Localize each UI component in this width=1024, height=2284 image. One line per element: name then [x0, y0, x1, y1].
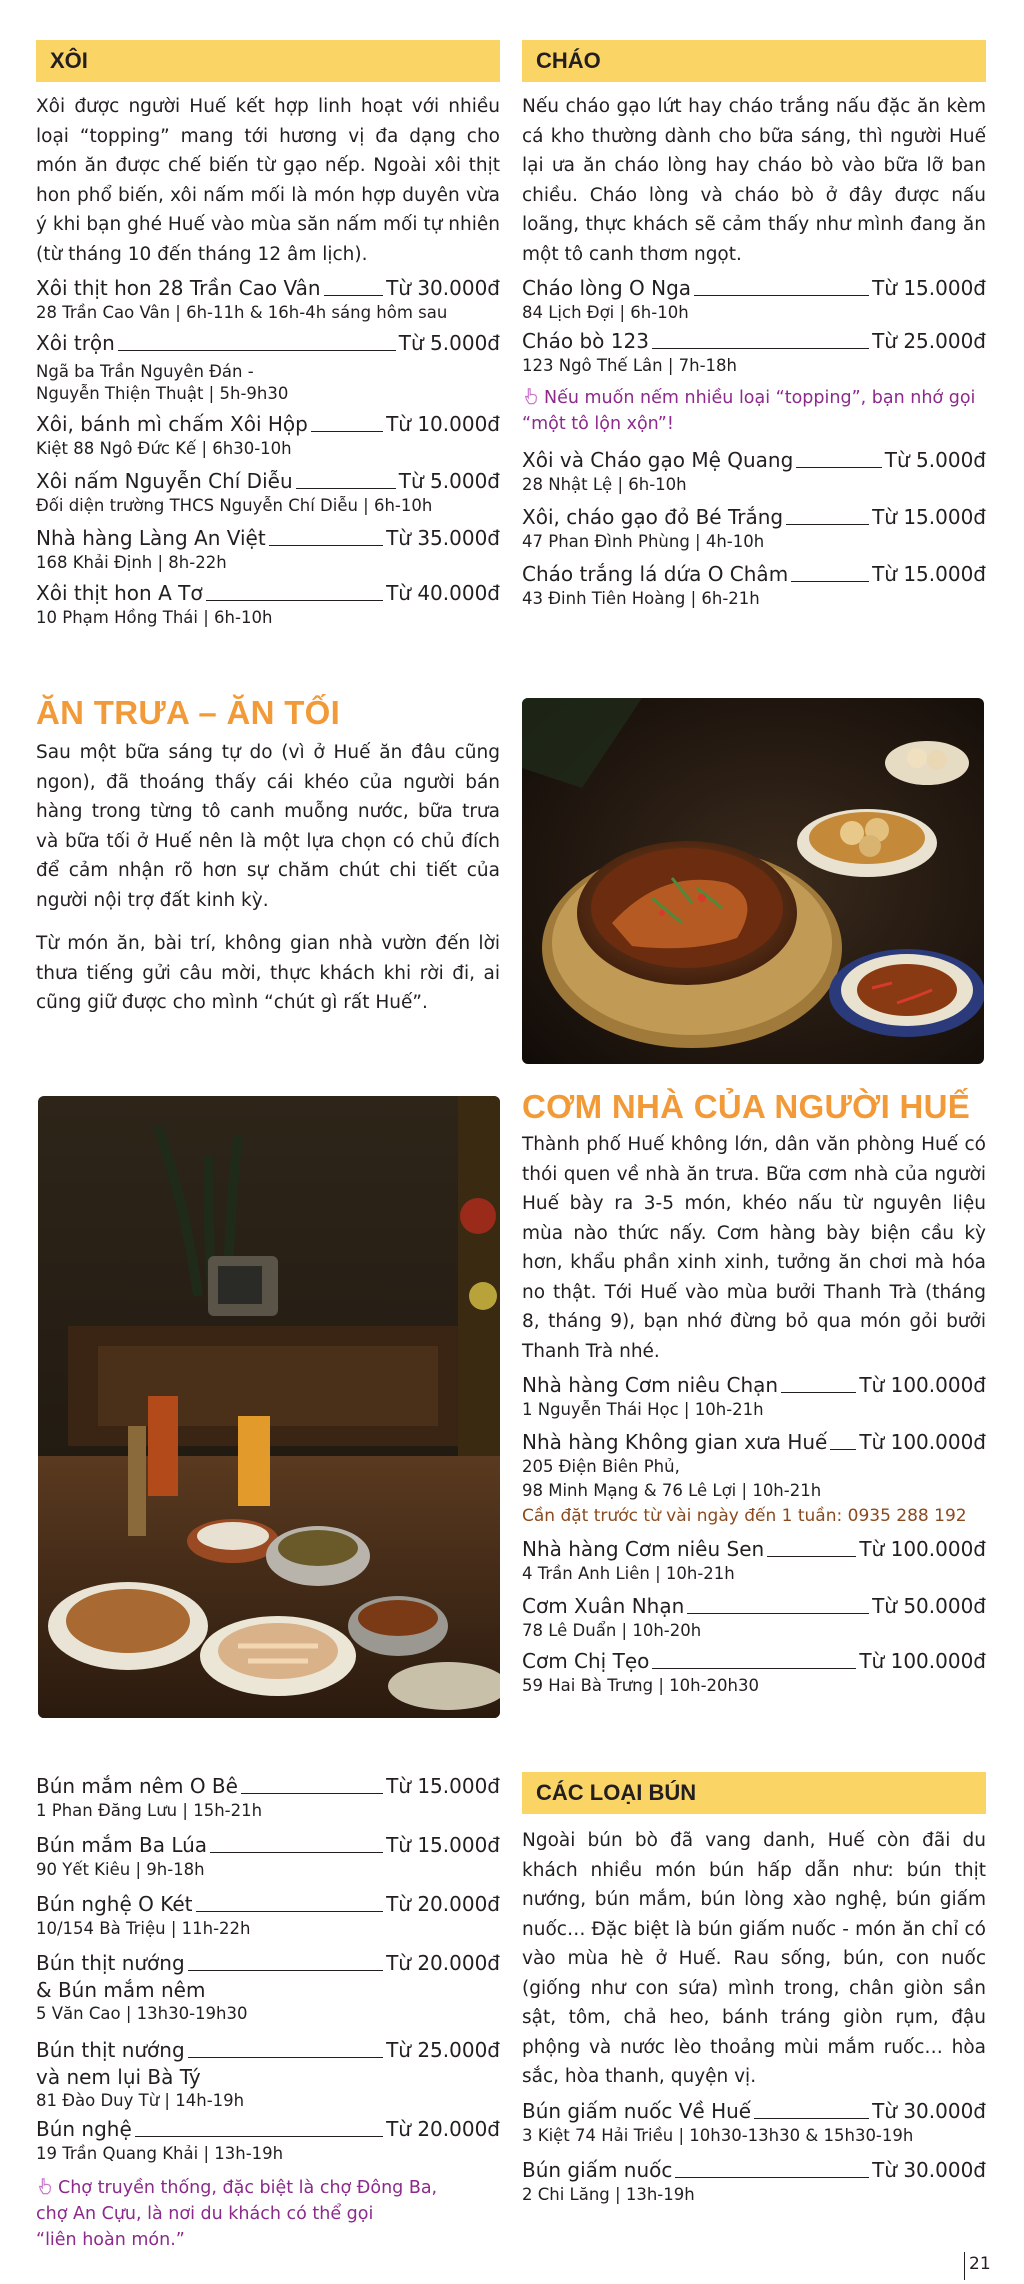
list-item [36, 2116, 500, 2165]
item-price: Từ 25.000đ [386, 2038, 500, 2062]
list-item [36, 1950, 500, 2025]
list-item [36, 1891, 500, 1940]
item-address: Nguyễn Thiện Thuật | 5h-9h30 [36, 384, 289, 403]
item-name: Cơm Chị Tẹo [522, 1649, 650, 1673]
tip-text: chợ An Cựu, là nơi du khách có thể gọi [36, 2204, 374, 2224]
list-item [36, 330, 500, 405]
item-name: Cơm Xuân Nhạn [522, 1594, 685, 1618]
list-item [522, 504, 986, 553]
item-address: 59 Hai Bà Trưng | 10h-20h30 [522, 1676, 759, 1695]
item-name: Nhà hàng Cơm niêu Chạn [522, 1373, 779, 1397]
item-name: Bún giấm nuốc Về Huế [522, 2098, 752, 2123]
item-name: Xôi nấm Nguyễn Chí Diễu [36, 469, 293, 493]
item-address: 90 Yết Kiêu | 9h-18h [36, 1860, 205, 1879]
an-trua-title: ĂN TRƯA – ĂN TỐI [36, 694, 341, 731]
item-address: 1 Nguyễn Thái Học | 10h-21h [522, 1400, 764, 1419]
hand-pointer-icon [36, 2177, 54, 2195]
item-name: Cháo lòng O Nga [522, 276, 692, 300]
item-price: Từ 25.000đ [872, 329, 986, 353]
item-price: Từ 35.000đ [386, 526, 500, 550]
an-trua-paragraph-1: Sau một bữa sáng tự do (vì ở Huế ăn đâu cũng ngon), đã thoáng thấy cái khéo của người bán hàng trong từng tô canh muỗng nước, bữa trưa và bữa tối ở Huế nên là một lựa chọn có chủ đích để cảm nhận rõ hơn sự chăm chút chi tiết của người nội trợ đất kinh kỳ. [36, 742, 500, 911]
market-tip [36, 2175, 500, 2253]
item-address: Đối diện trường THCS Nguyễn Chí Diễu | 6h-10h [36, 496, 433, 515]
dinner-table-image [38, 1096, 500, 1718]
list-item [36, 411, 500, 460]
tip-text: Chợ truyền thống, đặc biệt là chợ Đông Ba, [58, 2178, 438, 2198]
item-price: Từ 15.000đ [386, 1833, 500, 1857]
item-address: 5 Văn Cao | 13h30-19h30 [36, 2004, 248, 2023]
item-address: 47 Phan Đình Phùng | 4h-10h [522, 532, 765, 551]
item-price: Từ 15.000đ [872, 276, 986, 300]
item-name: Bún thịt nướng [36, 1951, 185, 1975]
com-nha-intro: Thành phố Huế không lớn, dân văn phòng Huế có thói quen về nhà ăn trưa. Bữa cơm nhà của người Huế bày ra 3-5 món, khéo nấu từ nguyên liệu mùa nào thức nấy. Cơm hàng bày biện cầu kỳ hơn, khẩu phần xinh xinh, tưởng ăn chơi mà hóa no thật. Tới Huế vào mùa bưởi Thanh Trà (tháng 8, tháng 9), bạn nhớ đừng bỏ qua món gỏi bưởi Thanh Trà nhé. [522, 1134, 986, 1362]
item-address: 98 Minh Mạng & 76 Lê Lợi | 10h-21h [522, 1481, 822, 1500]
item-name: Bún thịt nướng [36, 2038, 185, 2062]
item-price: Từ 40.000đ [386, 581, 500, 605]
item-address: Ngã ba Trần Nguyên Đán - [36, 362, 254, 381]
list-item [522, 1429, 986, 1502]
item-price: Từ 30.000đ [386, 276, 500, 300]
item-name-line-2: & Bún mắm nêm [36, 1978, 206, 2002]
item-address: 123 Ngô Thế Lân | 7h-18h [522, 356, 737, 375]
list-item [522, 1536, 986, 1585]
item-address: 84 Lịch Đợi | 6h-10h [522, 303, 689, 322]
item-price: Từ 20.000đ [386, 2117, 500, 2141]
reservation-note: Cần đặt trước từ vài ngày đến 1 tuần: 0935 288 192 [522, 1506, 967, 1526]
list-item [522, 1372, 986, 1421]
item-address: 168 Khải Định | 8h-22h [36, 553, 227, 572]
page-number: 21 [964, 2252, 991, 2280]
hand-pointer-icon [522, 387, 540, 405]
item-price: Từ 15.000đ [872, 562, 986, 586]
item-price: Từ 5.000đ [398, 469, 500, 493]
list-item [36, 525, 500, 574]
tip-note [522, 385, 986, 437]
list-item [522, 1593, 986, 1642]
item-address: 81 Đào Duy Từ | 14h-19h [36, 2091, 245, 2110]
item-name: Xôi và Cháo gạo Mệ Quang [522, 448, 794, 472]
item-name: Nhà hàng Cơm niêu Sen [522, 1537, 765, 1561]
list-item [36, 580, 500, 629]
item-address: 205 Điện Biên Phủ, [522, 1457, 680, 1476]
an-trua-paragraph-2: Từ món ăn, bài trí, không gian nhà vườn đến lời thưa tiếng gửi câu mời, thực khách khi rời đi, ai cũng giữ được cho mình “chút gì rất Huế”. [36, 933, 500, 1013]
item-name: Bún mắm nêm O Bê [36, 1774, 238, 1798]
list-item [36, 468, 500, 517]
list-item [522, 2098, 986, 2147]
item-price: Từ 30.000đ [872, 2098, 986, 2123]
item-price: Từ 10.000đ [386, 412, 500, 436]
item-price: Từ 5.000đ [398, 331, 500, 355]
item-name: Bún nghệ O Két [36, 1892, 193, 1916]
item-address: 28 Nhật Lệ | 6h-10h [522, 475, 687, 494]
item-address: 78 Lê Duẩn | 10h-20h [522, 1621, 702, 1640]
item-name: Nhà hàng Làng An Việt [36, 526, 266, 550]
item-price: Từ 100.000đ [859, 1649, 986, 1673]
clay-pot-image [522, 698, 984, 1064]
item-address: Kiệt 88 Ngô Đức Kế | 6h30-10h [36, 439, 292, 458]
item-name-line-2: và nem lụi Bà Tý [36, 2065, 201, 2089]
item-address: 10/154 Bà Triệu | 11h-22h [36, 1919, 251, 1938]
item-price: Từ 20.000đ [386, 1951, 500, 1975]
photo-clay-pot-dish [522, 698, 984, 1064]
bun-title: CÁC LOẠI BÚN [522, 1772, 986, 1814]
item-address: 2 Chi Lăng | 13h-19h [522, 2184, 695, 2204]
item-name: Xôi thịt hon A Tơ [36, 581, 203, 605]
tip-text: Nếu muốn nếm nhiều loại “topping”, bạn nhớ gọi “một tô lộn xộn”! [522, 388, 976, 434]
item-price: Từ 15.000đ [872, 505, 986, 529]
item-address: 4 Trần Anh Liên | 10h-21h [522, 1564, 735, 1583]
item-price: Từ 30.000đ [872, 2157, 986, 2182]
xoi-intro: Xôi được người Huế kết hợp linh hoạt với nhiều loại “topping” mang tới hương vị đa dạng cho món ăn được chế biến từ gạo nếp. Ngoài xôi thịt hon phổ biến, xôi nấm mối là món hợp duyên vừa ý khi bạn ghé Huế vào mùa săn nấm mối tự nhiên (từ tháng 10 đến tháng 12 âm lịch). [36, 96, 500, 265]
item-address: 28 Trần Cao Vân | 6h-11h & 16h-4h sáng hôm sau [36, 303, 448, 322]
com-nha-title: CƠM NHÀ CỦA NGƯỜI HUẾ [522, 1088, 971, 1125]
com-nha-section [522, 1088, 986, 1697]
item-name: Bún nghệ [36, 2117, 132, 2141]
chao-intro: Nếu cháo gạo lứt hay cháo trắng nấu đặc ăn kèm cá kho thường dành cho bữa sáng, thì người Huế lại ưa ăn cháo lòng hay cháo bò vào bữa lỡ ban chiều. Cháo lòng và cháo bò ở đây được nấu loãng, thực khách sẽ cảm thấy như mình đang ăn một tô canh thơm ngọt. [522, 96, 986, 265]
item-name: Xôi thịt hon 28 Trần Cao Vân [36, 276, 321, 300]
list-item [36, 1832, 500, 1881]
list-item [522, 447, 986, 496]
item-name: Cháo trắng lá dứa O Châm [522, 562, 789, 586]
list-item [36, 275, 500, 324]
item-name: Xôi, bánh mì chấm Xôi Hộp [36, 412, 308, 436]
item-address: 1 Phan Đăng Lưu | 15h-21h [36, 1801, 263, 1820]
item-address: 19 Trần Quang Khải | 13h-19h [36, 2144, 284, 2163]
item-name: Cháo bò 123 [522, 329, 649, 353]
list-item [36, 2037, 500, 2112]
bun-intro: Ngoài bún bò đã vang danh, Huế còn đãi du khách nhiều món bún hấp dẫn như: bún thịt nướng, bún mắm, bún lòng xào nghệ, bún giấm nuốc… Đặc biệt là bún giấm nuốc - món ăn chỉ có vào mùa hè ở Huế. Rau sống, bún, con nuốc (giống như con sứa) mình trong, chân giòn sần sật, tôm, chả heo, bánh tráng giòn rụm, đậu phộng và nước lèo thoảng mùi mắm ruốc… hòa sắc, hòa thanh, quyện vị. [522, 1830, 986, 2087]
list-item [522, 2157, 986, 2206]
list-item [36, 1773, 500, 1822]
item-price: Từ 100.000đ [859, 1430, 986, 1454]
item-price: Từ 20.000đ [386, 1892, 500, 1916]
xoi-section [36, 40, 500, 629]
chao-section [522, 40, 986, 610]
item-price: Từ 15.000đ [386, 1774, 500, 1798]
item-address: 10 Phạm Hồng Thái | 6h-10h [36, 608, 273, 627]
list-item [522, 1648, 986, 1697]
bun-section [522, 1772, 986, 2206]
item-price: Từ 100.000đ [859, 1373, 986, 1397]
item-address: 43 Đinh Tiên Hoàng | 6h-21h [522, 589, 760, 608]
list-item [522, 328, 986, 377]
list-item [522, 275, 986, 324]
item-name: Bún giấm nuốc [522, 2157, 673, 2182]
item-name: Xôi trộn [36, 331, 115, 355]
an-trua-section [36, 694, 500, 1018]
item-price: Từ 50.000đ [872, 1594, 986, 1618]
tip-text: “liên hoàn món.” [36, 2230, 185, 2250]
item-price: Từ 100.000đ [859, 1537, 986, 1561]
list-item [522, 561, 986, 610]
item-name: Bún mắm Ba Lúa [36, 1833, 208, 1857]
item-address: 3 Kiệt 74 Hải Triều | 10h30-13h30 & 15h30-19h [522, 2125, 914, 2145]
xoi-title: XÔI [36, 40, 500, 82]
item-name: Xôi, cháo gạo đỏ Bé Trắng [522, 505, 784, 529]
photo-dinner-table [38, 1096, 500, 1718]
chao-title: CHÁO [522, 40, 986, 82]
item-name: Nhà hàng Không gian xưa Huế [522, 1430, 828, 1454]
item-price: Từ 5.000đ [884, 448, 986, 472]
bun-list-left [36, 1770, 500, 2253]
